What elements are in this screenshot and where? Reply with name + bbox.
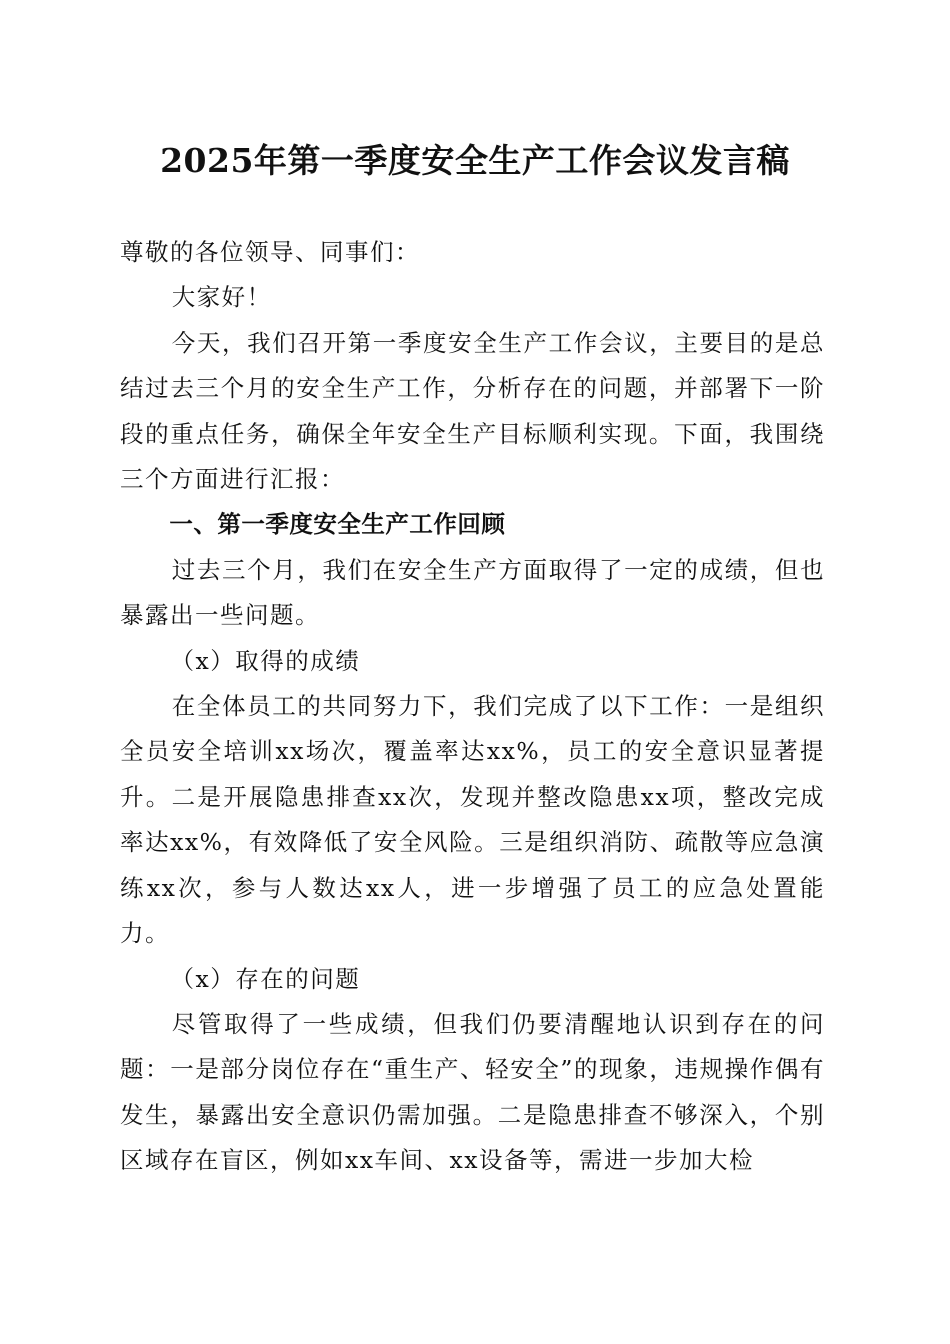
document-body (120, 230, 825, 1184)
intro-paragraph: 今天，我们召开第一季度安全生产工作会议，主要目的是总结过去三个月的安全生产工作，分析存在的问题，并部署下一阶段的重点任务，确保全年安全生产目标顺利实现。下面，我围绕三个方面进行汇报： (120, 328, 825, 494)
section-lead-paragraph: 过去三个月，我们在安全生产方面取得了一定的成绩，但也暴露出一些问题。 (120, 555, 825, 630)
subsection-heading-problems: （x）存在的问题 (170, 964, 361, 993)
greeting: 大家好！ (171, 283, 272, 312)
document-title: 2025年第一季度安全生产工作会议发言稿 (160, 141, 790, 180)
achievements-paragraph: 在全体员工的共同努力下，我们完成了以下工作：一是组织全员安全培训xx场次，覆盖率达xx%，员工的安全意识显著提升。二是开展隐患排查xx次，发现并整改隐患xx项，整改完成率达xx%，有效降低了安全风险。三是组织消防、疏散等应急演练xx次，参与人数达xx人，进一步增强了员工的应急处置能力。 (120, 692, 825, 948)
problems-paragraph: 尽管取得了一些成绩，但我们仍要清醒地认识到存在的问题：一是部分岗位存在“重生产、轻安全”的现象，违规操作偶有发生，暴露出安全意识仍需加强。二是隐患排查不够深入，个别区域存在盲区，例如xx车间、xx设备等，需进一步加大检 (120, 1009, 825, 1175)
section-heading: 一、第一季度安全生产工作回顾 (169, 510, 506, 539)
salutation: 尊敬的各位领导、同事们： (120, 238, 420, 266)
subsection-heading-achievements: （x）取得的成绩 (170, 646, 361, 675)
